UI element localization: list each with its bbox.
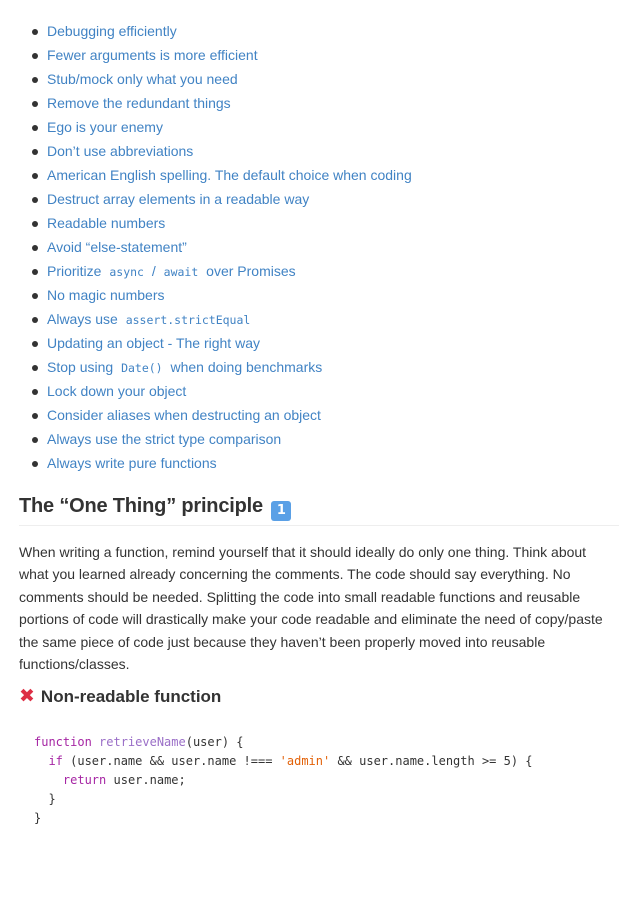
toc-link[interactable]: Always use the strict type comparison — [47, 431, 282, 447]
toc-link[interactable]: Fewer arguments is more efficient — [47, 47, 258, 63]
list-item[interactable] — [34, 211, 412, 235]
list-item[interactable] — [34, 43, 412, 67]
list-item[interactable] — [34, 427, 412, 451]
section-heading — [19, 492, 291, 521]
bullet — [32, 293, 38, 299]
cross-mark-icon: ✖ — [19, 685, 35, 707]
bullet — [32, 221, 38, 227]
bullet — [32, 125, 38, 131]
toc-link[interactable]: Always write pure functions — [47, 455, 217, 471]
toc-link[interactable]: Consider aliases when destructing an object — [47, 407, 321, 423]
bullet — [32, 77, 38, 83]
code-keyword: return — [62, 773, 107, 787]
toc-link-text: over Promises — [202, 263, 296, 279]
code-keyword: if — [48, 754, 63, 768]
list-item[interactable] — [34, 403, 412, 427]
toc-link[interactable]: Debugging efficiently — [47, 23, 177, 39]
code-text: } — [34, 811, 42, 825]
code-indent — [34, 773, 63, 787]
inline-code: await — [163, 265, 199, 279]
bullet — [32, 437, 38, 443]
list-item[interactable] — [34, 19, 412, 43]
subheading — [19, 684, 221, 709]
toc-link[interactable]: Destruct array elements in a readable way — [47, 191, 310, 207]
code-keyword: function — [34, 735, 92, 749]
inline-code: async — [109, 265, 144, 279]
bullet — [32, 53, 38, 59]
list-item[interactable] — [34, 139, 412, 163]
bullet — [32, 389, 38, 395]
inline-code: assert.strictEqual — [125, 313, 251, 327]
code-indent — [34, 754, 48, 768]
code-text: (user.name && user.name !=== — [62, 754, 280, 768]
list-item[interactable] — [34, 379, 412, 403]
table-of-contents — [34, 19, 412, 475]
inline-code: Date() — [121, 361, 163, 375]
code-text: user.name; — [106, 773, 186, 787]
list-item[interactable] — [34, 163, 412, 187]
toc-link-text: / — [147, 263, 160, 279]
list-item[interactable] — [34, 307, 412, 331]
code-text: && user.name.length >= 5) { — [330, 754, 533, 768]
bullet — [32, 197, 38, 203]
bullet — [32, 413, 38, 419]
list-item[interactable] — [34, 91, 412, 115]
toc-link-text: Stop using — [47, 359, 118, 375]
bullet — [32, 365, 38, 371]
keycap-one-icon: 1 — [271, 501, 291, 521]
section-title: The “One Thing” principle — [19, 495, 263, 517]
toc-link[interactable]: Ego is your enemy — [47, 119, 163, 135]
toc-link-date[interactable] — [47, 359, 322, 375]
list-item[interactable] — [34, 283, 412, 307]
list-item[interactable] — [34, 451, 412, 475]
bullet — [32, 269, 38, 275]
bullet — [32, 341, 38, 347]
list-item[interactable] — [34, 259, 412, 283]
list-item[interactable] — [34, 235, 412, 259]
subheading-text: Non-readable function — [40, 687, 222, 706]
toc-link-text: Always use — [47, 311, 122, 327]
section-paragraph: When writing a function, remind yourself that it should ideally do only one thing. Think about what you learned already concerning the comments. The code should say everything. No comments should be needed. Splitting the code into small readable functions and reusable portions of code will drastically make your code readable and eliminate the need of copy/paste the same piece of code just because they haven’t been properly moved into reusable functions/classes. — [19, 544, 603, 673]
list-item[interactable] — [34, 115, 412, 139]
bullet — [32, 317, 38, 323]
list-item[interactable] — [34, 355, 412, 379]
bullet — [32, 173, 38, 179]
bullet — [32, 149, 38, 155]
code-block — [34, 733, 533, 828]
bullet — [32, 29, 38, 35]
code-text: } — [34, 792, 56, 806]
list-item[interactable] — [34, 67, 412, 91]
code-function-name: retrieveName — [99, 735, 186, 749]
bullet — [32, 245, 38, 251]
toc-link[interactable]: Updating an object - The right way — [47, 335, 260, 351]
toc-link[interactable]: Readable numbers — [47, 215, 166, 231]
heading-divider — [19, 525, 619, 526]
toc-link[interactable]: No magic numbers — [47, 287, 165, 303]
toc-link[interactable]: Avoid “else-statement” — [47, 239, 187, 255]
toc-link[interactable]: American English spelling. The default choice when coding — [47, 167, 412, 183]
bullet — [32, 101, 38, 107]
toc-link-async-await[interactable] — [47, 263, 296, 279]
code-string: 'admin' — [279, 754, 331, 768]
toc-link-strict-equal[interactable] — [47, 311, 254, 327]
toc-link[interactable]: Stub/mock only what you need — [47, 71, 238, 87]
toc-link-text: when doing benchmarks — [166, 359, 323, 375]
bullet — [32, 461, 38, 467]
code-text: (user) { — [185, 735, 244, 749]
list-item[interactable] — [34, 331, 412, 355]
toc-link[interactable]: Lock down your object — [47, 383, 187, 399]
toc-link[interactable]: Don’t use abbreviations — [47, 143, 194, 159]
toc-link-text: Prioritize — [47, 263, 106, 279]
toc-link[interactable]: Remove the redundant things — [47, 95, 231, 111]
list-item[interactable] — [34, 187, 412, 211]
